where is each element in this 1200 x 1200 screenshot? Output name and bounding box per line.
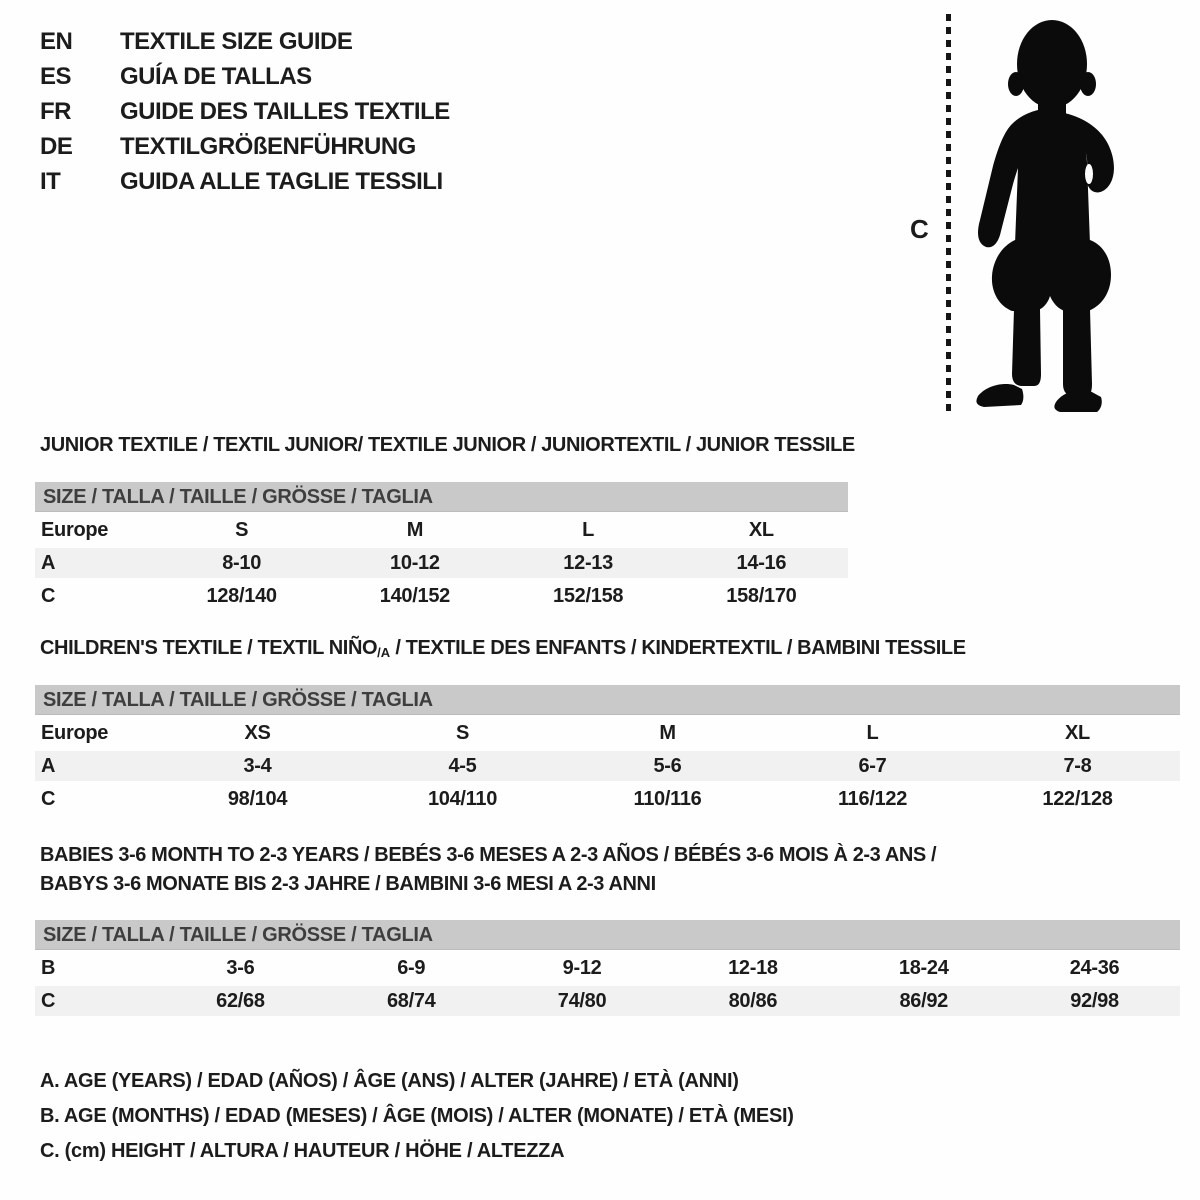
size-header-bar: SIZE / TALLA / TAILLE / GRÖSSE / TAGLIA: [35, 482, 848, 512]
height-cell: 152/158: [553, 585, 624, 607]
height-cell: 68/74: [386, 990, 436, 1012]
table-row-height: [35, 581, 848, 611]
height-cell: 74/80: [557, 990, 607, 1012]
size-header-bar: SIZE / TALLA / TAILLE / GRÖSSE / TAGLIA: [35, 685, 1180, 715]
height-cell: 122/128: [1042, 788, 1113, 810]
size-cell: S: [235, 519, 249, 541]
size-cell: S: [455, 722, 470, 744]
size-cell: M: [406, 519, 424, 541]
row-label: Europe: [41, 722, 109, 744]
language-code: FR: [40, 97, 71, 125]
age-cell: 12-13: [563, 552, 613, 574]
language-code: DE: [40, 132, 73, 160]
age-cell: 4-5: [448, 755, 477, 777]
age-cell: 9-12: [562, 957, 602, 979]
children-section-title: [40, 637, 966, 660]
age-cell: 14-16: [736, 552, 787, 574]
legend-line-b: B. AGE (MONTHS) / EDAD (MESES) / ÂGE (MOIS) / ALTER (MONATE) / ETÀ (MESI): [40, 1105, 794, 1127]
language-row-es: [40, 59, 450, 94]
height-marker-dashed-line: [946, 14, 951, 414]
size-cell: L: [582, 519, 595, 541]
height-cell: 62/68: [216, 990, 265, 1012]
height-cell: 86/92: [899, 990, 948, 1012]
height-marker-label: C: [910, 214, 929, 244]
language-code: ES: [40, 62, 72, 90]
measurement-legend: [40, 1064, 794, 1169]
babies-title-line2: BABYS 3-6 MONATE BIS 2-3 JAHRE / BAMBINI 3-6 MESI A 2-3 ANNI: [40, 873, 656, 895]
legend-line-a: A. AGE (YEARS) / EDAD (AÑOS) / ÂGE (ANS) / ALTER (JAHRE) / ETÀ (ANNI): [40, 1070, 739, 1092]
row-label: C: [41, 990, 56, 1012]
table-row-europe: [35, 515, 848, 545]
row-label: B: [41, 957, 56, 979]
age-cell: 3-6: [226, 957, 255, 979]
children-size-table: [35, 685, 1180, 814]
age-cell: 6-9: [397, 957, 426, 979]
language-title: GUIDA ALLE TAGLIE TESSILI: [120, 167, 443, 195]
children-title-prefix: CHILDREN'S TEXTILE / TEXTIL NIÑO: [40, 637, 378, 659]
height-cell: 116/122: [837, 788, 908, 810]
height-cell: 104/110: [427, 788, 498, 810]
height-cell: 158/170: [726, 585, 797, 607]
height-cell: 128/140: [206, 585, 277, 607]
legend-line-c: C. (cm) HEIGHT / ALTURA / HAUTEUR / HÖHE / ALTEZZA: [40, 1140, 565, 1162]
table-row-height: [35, 784, 1180, 814]
table-row-europe: [35, 718, 1180, 748]
table-row-height: [35, 986, 1180, 1016]
age-cell: 12-18: [728, 957, 778, 979]
children-title-suffix: / TEXTILE DES ENFANTS / KINDERTEXTIL / BAMBINI TESSILE: [390, 637, 966, 659]
table-row-age-months: [35, 953, 1180, 983]
size-cell: M: [659, 722, 676, 744]
row-label: C: [41, 788, 56, 810]
size-cell: XL: [748, 519, 774, 541]
language-title: TEXTILGRÖßENFÜHRUNG: [120, 132, 416, 160]
babies-section-title: [40, 841, 936, 899]
junior-section-title: JUNIOR TEXTILE / TEXTIL JUNIOR/ TEXTILE JUNIOR / JUNIORTEXTIL / JUNIOR TESSILE: [40, 434, 855, 456]
junior-size-table: [35, 482, 848, 611]
row-label: Europe: [41, 519, 109, 541]
language-row-fr: [40, 94, 450, 129]
children-title-subscript: /A: [377, 645, 391, 660]
age-cell: 6-7: [858, 755, 887, 777]
age-cell: 10-12: [390, 552, 440, 574]
language-title: GUIDE DES TAILLES TEXTILE: [120, 97, 450, 125]
age-cell: 5-6: [653, 755, 682, 777]
row-label: A: [41, 755, 56, 777]
language-title: GUÍA DE TALLAS: [120, 62, 312, 90]
size-cell: L: [866, 722, 879, 744]
height-cell: 110/116: [633, 788, 702, 810]
age-cell: 7-8: [1063, 755, 1092, 777]
size-header-bar: SIZE / TALLA / TAILLE / GRÖSSE / TAGLIA: [35, 920, 1180, 950]
language-row-it: [40, 164, 450, 199]
age-cell: 3-4: [243, 755, 272, 777]
toddler-silhouette-image: [960, 12, 1136, 414]
language-row-en: [40, 24, 450, 59]
height-cell: 98/104: [227, 788, 288, 810]
age-cell: 8-10: [222, 552, 262, 574]
row-label: C: [41, 585, 56, 607]
height-cell: 80/86: [728, 990, 778, 1012]
age-cell: 24-36: [1069, 957, 1120, 979]
language-row-de: [40, 129, 450, 164]
babies-size-table: [35, 920, 1180, 1016]
babies-title-line1: BABIES 3-6 MONTH TO 2-3 YEARS / BEBÉS 3-6 MESES A 2-3 AÑOS / BÉBÉS 3-6 MOIS À 2-3 ANS /: [40, 844, 937, 866]
language-title: TEXTILE SIZE GUIDE: [120, 27, 353, 55]
language-title-list: [40, 24, 450, 199]
size-cell: XL: [1065, 722, 1090, 744]
height-cell: 140/152: [379, 585, 450, 607]
size-cell: XS: [244, 722, 271, 744]
table-row-age: [35, 751, 1180, 781]
height-cell: 92/98: [1070, 990, 1119, 1012]
row-label: A: [41, 552, 56, 574]
language-code: IT: [40, 167, 61, 195]
table-row-age: [35, 548, 848, 578]
language-code: EN: [40, 27, 73, 55]
age-cell: 18-24: [898, 957, 949, 979]
